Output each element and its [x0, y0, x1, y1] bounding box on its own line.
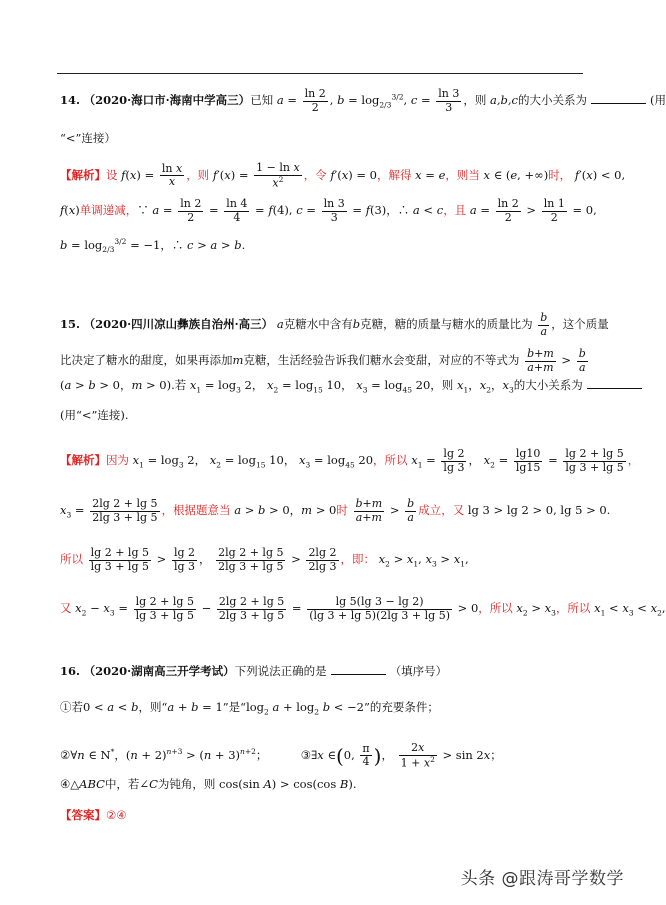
p14-solution-2: f(x)单调递减，∵ a = $\frac{\ln 2}{2}$ = $\frac{\ln 4}{4}$ = f(4), c = $\frac{\ln 3}{3}$ = f(3)，∴ a < c，且 a = $\frac{\ln 2}{2}$ > $\frac{\ln 1}{2}$ = 0,: [60, 197, 597, 224]
p16-statement-4: ④△ABC中，若∠C为钝角，则 cos(sin A) > cos(cos B).: [60, 777, 357, 791]
p15-solution-3: 所以 $\frac{\lg 2 + \lg 5}{\lg 3 + \lg 5}$ > $\frac{\lg 2}{\lg 3}$ ， $\frac{2\lg 2 + \lg 5}{2\lg 3 + \lg 5}$ > $\frac{2\lg 2}{2\lg 3}$ ，即： $x_2 > x_1$, $x_3 > x_1$,: [60, 546, 469, 573]
p16-statement-1: ①若0 < a < b，则“a + b = 1”是“$\log_2$ $a + \log_2 b < -2$”的充要条件；: [60, 700, 439, 717]
p16-number: 16.: [60, 664, 81, 678]
p15-source: （2020·四川凉山彝族自治州·高三）: [83, 317, 274, 332]
p14-line2: “<”连接）: [60, 131, 116, 145]
p14-line1: 14. （2020·海口市·海南中学高三）已知 a = $\frac{\ln 2}{2}$ , $b = \log_{2/3}^{3/2}$, c = $\frac{\ln 3}{3}$ ，则 a,b,c的大小关系为 (用: [60, 87, 666, 114]
answer-value: ②④: [106, 808, 127, 822]
p15-answer-blank: [587, 388, 642, 389]
p15-solution-2: $x_3$ = $\frac{2\lg 2 + \lg 5}{2\lg 3 + \lg 5}$ ，根据题意当 a > b > 0，m > 0时 $\frac{b+m}{a+m}$ > $\frac{b}{a}$ 成立，又 lg 3 > lg 2 > 0, lg 5 > 0.: [60, 497, 611, 524]
p15-solution-1: 【解析】因为 $x_1 = \log_3 2$， $x_2 = \log_{15} 10$， $x_3 = \log_{45} 20$，所以 $x_1$ = $\frac{\lg 2}{\lg 3}$ ， $x_2$ = $\frac{\lg 10}{\lg 15}$ = $\frac{\lg 2 + \lg 5}{\lg 3 + \lg 5}$ ，: [60, 447, 640, 474]
p15-line2: 比决定了糖水的甜度，如果再添加m克糖，生活经验告诉我们糖水会变甜，对应的不等式为 $\frac{b+m}{a+m}$ > $\frac{b}{a}$: [60, 347, 586, 374]
p14-source: （2020·海口市·海南中学高三）: [83, 93, 251, 108]
p15-number: 15.: [60, 317, 81, 332]
top-rule: [57, 73, 583, 74]
watermark: 头条 @跟涛哥学数学: [460, 869, 624, 889]
p15-line1: 15. （2020·四川凉山彝族自治州·高三） a克糖水中含有b克糖，糖的质量与糖水的质量比为 $\frac{b}{a}$ ，这个质量: [60, 311, 609, 338]
p16-answer: [60, 810, 127, 822]
p14-jiexi-label: 【解析】: [60, 167, 106, 182]
p14-answer-blank: [591, 103, 646, 104]
p16-answer-blank: [331, 674, 386, 675]
p14-solution-3: $b = \log_{2/3}^{3/2} = -1$，∴ c > a > b.: [60, 237, 246, 255]
p14-number: 14.: [60, 93, 81, 108]
answer-label: 【答案】: [60, 808, 106, 822]
p15-line3: (a > b > 0，m > 0).若 $x_1 = \log_3 2$， $x_2 = \log_{15} 10$， $x_3 = \log_{45} 20$，则 $x_1$，$x_2$，$x_3$的大小关系为: [60, 380, 646, 394]
p15-line4: (用“<”连接).: [60, 408, 129, 422]
p16-line1: 16. （2020·湖南高三开学考试）下列说法正确的是 （填序号）: [60, 664, 448, 678]
p15-solution-4: 又 $x_2 - x_3$ = $\frac{\lg 2 + \lg 5}{\lg 3 + \lg 5}$ − $\frac{2\lg 2 + \lg 5}{2\lg 3 + \lg 5}$ = $\frac{\lg 5(\lg 3 - \lg 2)}{(\lg 3 + \lg 5)(2\lg 3 + \lg 5)}$ > 0，所以 $x_2 > x_3$，所以 $x_1 < x_3 < x_2$,: [60, 595, 666, 622]
p16-source: （2020·湖南高三开学考试）: [83, 664, 235, 678]
p14-solution-1: 【解析】设 f(x) = $\frac{\text{ln x}}{x}$ ，则 f′(x) = $\frac{\text{1 − ln x}}{x^2}$ ，令 f′(x) = 0，解得 x = e，则当 x ∈ (e, +∞)时， f′(x) < 0,: [60, 161, 626, 190]
p16-statement-2-3: ②∀n ∈ N*，$(n + 2)^{n+3} > (n + 3)^{n+2}$； ③∃x ∈(0, $\frac{\pi}{4}$ )， $\frac{2x}{1 + x^2}$ > sin 2x；: [60, 741, 502, 770]
